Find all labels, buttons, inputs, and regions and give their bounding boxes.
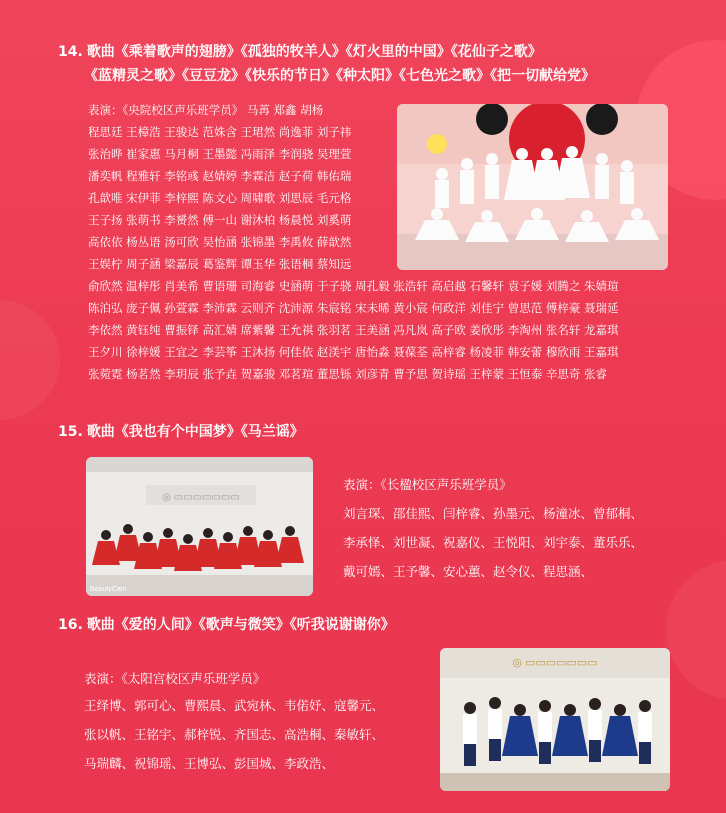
performer-line: 马瑞麟、祝锦瑶、王博弘、彭国城、李政浩、 — [84, 756, 335, 771]
performance-photo — [86, 457, 313, 596]
decor-circle — [0, 300, 60, 420]
performer-line: 李承怿、刘世凝、祝嘉仪、王悦阳、刘宇泰、董乐乐、 — [343, 535, 644, 550]
section-14-title-line2: 《蓝精灵之歌》《豆豆龙》《快乐的节日》《种太阳》《七色光之歌》《把一切献给党》 — [84, 68, 595, 84]
performer-line: 张治晔 崔家惠 马月桐 王墨懿 冯雨泽 李润骁 吴理萱 — [88, 147, 352, 161]
performer-line: 高依依 杨丛语 汤可欣 吴怡涵 张锦墨 李禹攸 薛歆然 — [88, 235, 352, 249]
section-number: 15. — [58, 424, 83, 440]
performer-line: 张以帆、王铭宇、郝梓锐、齐国志、高浩桐、秦敏轩、 — [84, 727, 385, 742]
performance-photo — [440, 648, 670, 791]
performance-photo — [397, 104, 668, 270]
section-title-line: 歌曲《爱的人间》《歌声与微笑》《听我说谢谢你》 — [86, 617, 395, 633]
performer-line: 表演：《长楹校区声乐班学员》 — [343, 477, 512, 492]
performer-line: 戴可嫣、王予馨、安心蕙、赵令仪、程思涵、 — [343, 564, 594, 579]
performer-line: 张菀霓 杨茗然 李玥辰 张予垚 贺嘉骏 邓茗瑄 董思铄 刘彦青 曹予思 贺诗瑶 王梓蒙 王恒泰 辛思奇 张睿 — [88, 367, 608, 381]
section-title-line: 歌曲《我也有个中国梦》《马兰谣》 — [86, 424, 304, 440]
performer-line: 潘奕帆 程雅轩 李铭彧 赵婧婷 李霖洁 赵子荷 韩佑瑞 — [88, 169, 352, 183]
section-16-title — [58, 615, 395, 635]
performer-line: 俞欣然 温梓彤 肖美希 曹语珊 司海睿 史涵萌 于子骁 周孔毅 张浩轩 高启越 石馨轩 袁子媛 刘腾之 朱婧瑄 — [88, 279, 619, 293]
photo-watermark: BeautyCam — [90, 586, 127, 593]
decor-circle — [666, 560, 726, 700]
performer-line: 表演：《太阳宫校区声乐班学员》 — [84, 671, 266, 686]
svg-text:◎ ▭▭▭▭▭▭▭: ◎ ▭▭▭▭▭▭▭ — [512, 657, 598, 669]
performer-line: 李依然 黄钰纯 曹振铎 高汇婧 席紫馨 王允祺 张羽茗 王美涵 冯凡岚 高子欧 姜欣彤 李淘州 张名轩 龙嘉琪 — [88, 323, 619, 337]
performer-line: 表演：《央院校区声乐班学员》 马苒 郑鑫 胡杨 — [88, 103, 324, 117]
section-number: 16. — [58, 617, 83, 633]
performer-line: 王夕川 徐梓媛 王宜之 李芸筝 王沐扬 何佳依 赵渼宇 唐怡淼 聂葆荃 高梓睿 杨凌菲 韩安蕾 穆欣雨 王嘉琪 — [88, 345, 619, 359]
performer-line: 孔歆唯 宋伊菲 李梓熙 陈文心 周啸歌 刘思辰 毛元格 — [88, 191, 352, 205]
performer-line: 刘言琛、邵佳熙、闫梓睿、孙墨元、杨潼冰、曾郁桐、 — [343, 506, 644, 521]
performer-line: 王绎博、郭可心、曹熙晨、武宛林、韦偌妤、寇馨元、 — [84, 698, 385, 713]
performer-line: 陈泊弘 庞子佩 孙萱霖 李沛霖 云则齐 沈沛源 朱宸铭 宋未晞 黄小宸 何政洋 刘佳宁 曾思范 傅梓豪 聂瑞延 — [88, 301, 619, 315]
performer-line: 程思廷 王樟浩 王骏达 范姝含 王珺然 尚逸菲 刘子祎 — [88, 125, 352, 139]
section-number: 14. — [58, 44, 83, 60]
performer-line: 王子扬 张萌书 李赟然 傅一山 谢沐柏 杨晨悦 刘奚萌 — [88, 213, 352, 227]
section-14-title — [58, 42, 542, 62]
section-15-title — [58, 422, 304, 442]
section-title-line: 歌曲《乘着歌声的翅膀》《孤独的牧羊人》《灯火里的中国》《花仙子之歌》 — [86, 44, 542, 60]
svg-text:◎ ▭▭▭▭▭▭▭: ◎ ▭▭▭▭▭▭▭ — [162, 492, 240, 503]
performer-line: 王娱柠 周子涵 梁嘉辰 葛鉴辉 谭玉华 张语桐 蔡知远 — [88, 257, 352, 271]
